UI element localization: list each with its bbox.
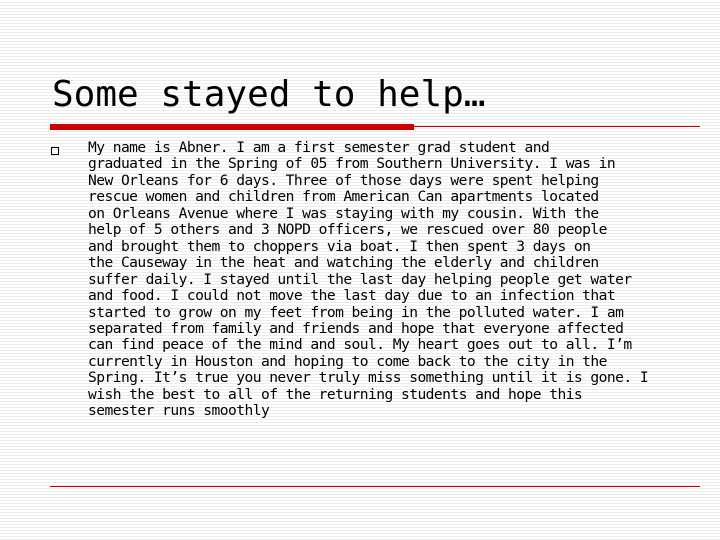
footer-rule: [50, 486, 700, 487]
body-paragraph: My name is Abner. I am a first semester grad student and graduated in the Spring of 05 from Southern University. I was in New Orleans for 6 days. Three of those days were spent helping rescue women and children from American Can apartments located on Orleans Avenue where I was staying with my cousin. With the help of 5 others and 3 NOPD officers, we rescued over 80 people and brought them to choppers via boat. I then spent 3 days on the Causeway in the heat and watching the elderly and children suffer daily. I stayed until the last day helping people get water and food. I could not move the last day due to an infection that started to grow on my feet from being in the polluted water. I am separated from family and friends and hope that everyone affected can find peace of the mind and soul. My heart goes out to all. I’m currently in Houston and hoping to come back to the city in the Spring. It’s true you never truly miss something until it is gone. I wish the best to all of the returning students and hope this semester runs smoothly: [88, 139, 649, 420]
title-underline-thick: [50, 124, 414, 130]
square-bullet-icon: [51, 147, 59, 155]
slide-title: Some stayed to help…: [52, 74, 486, 115]
